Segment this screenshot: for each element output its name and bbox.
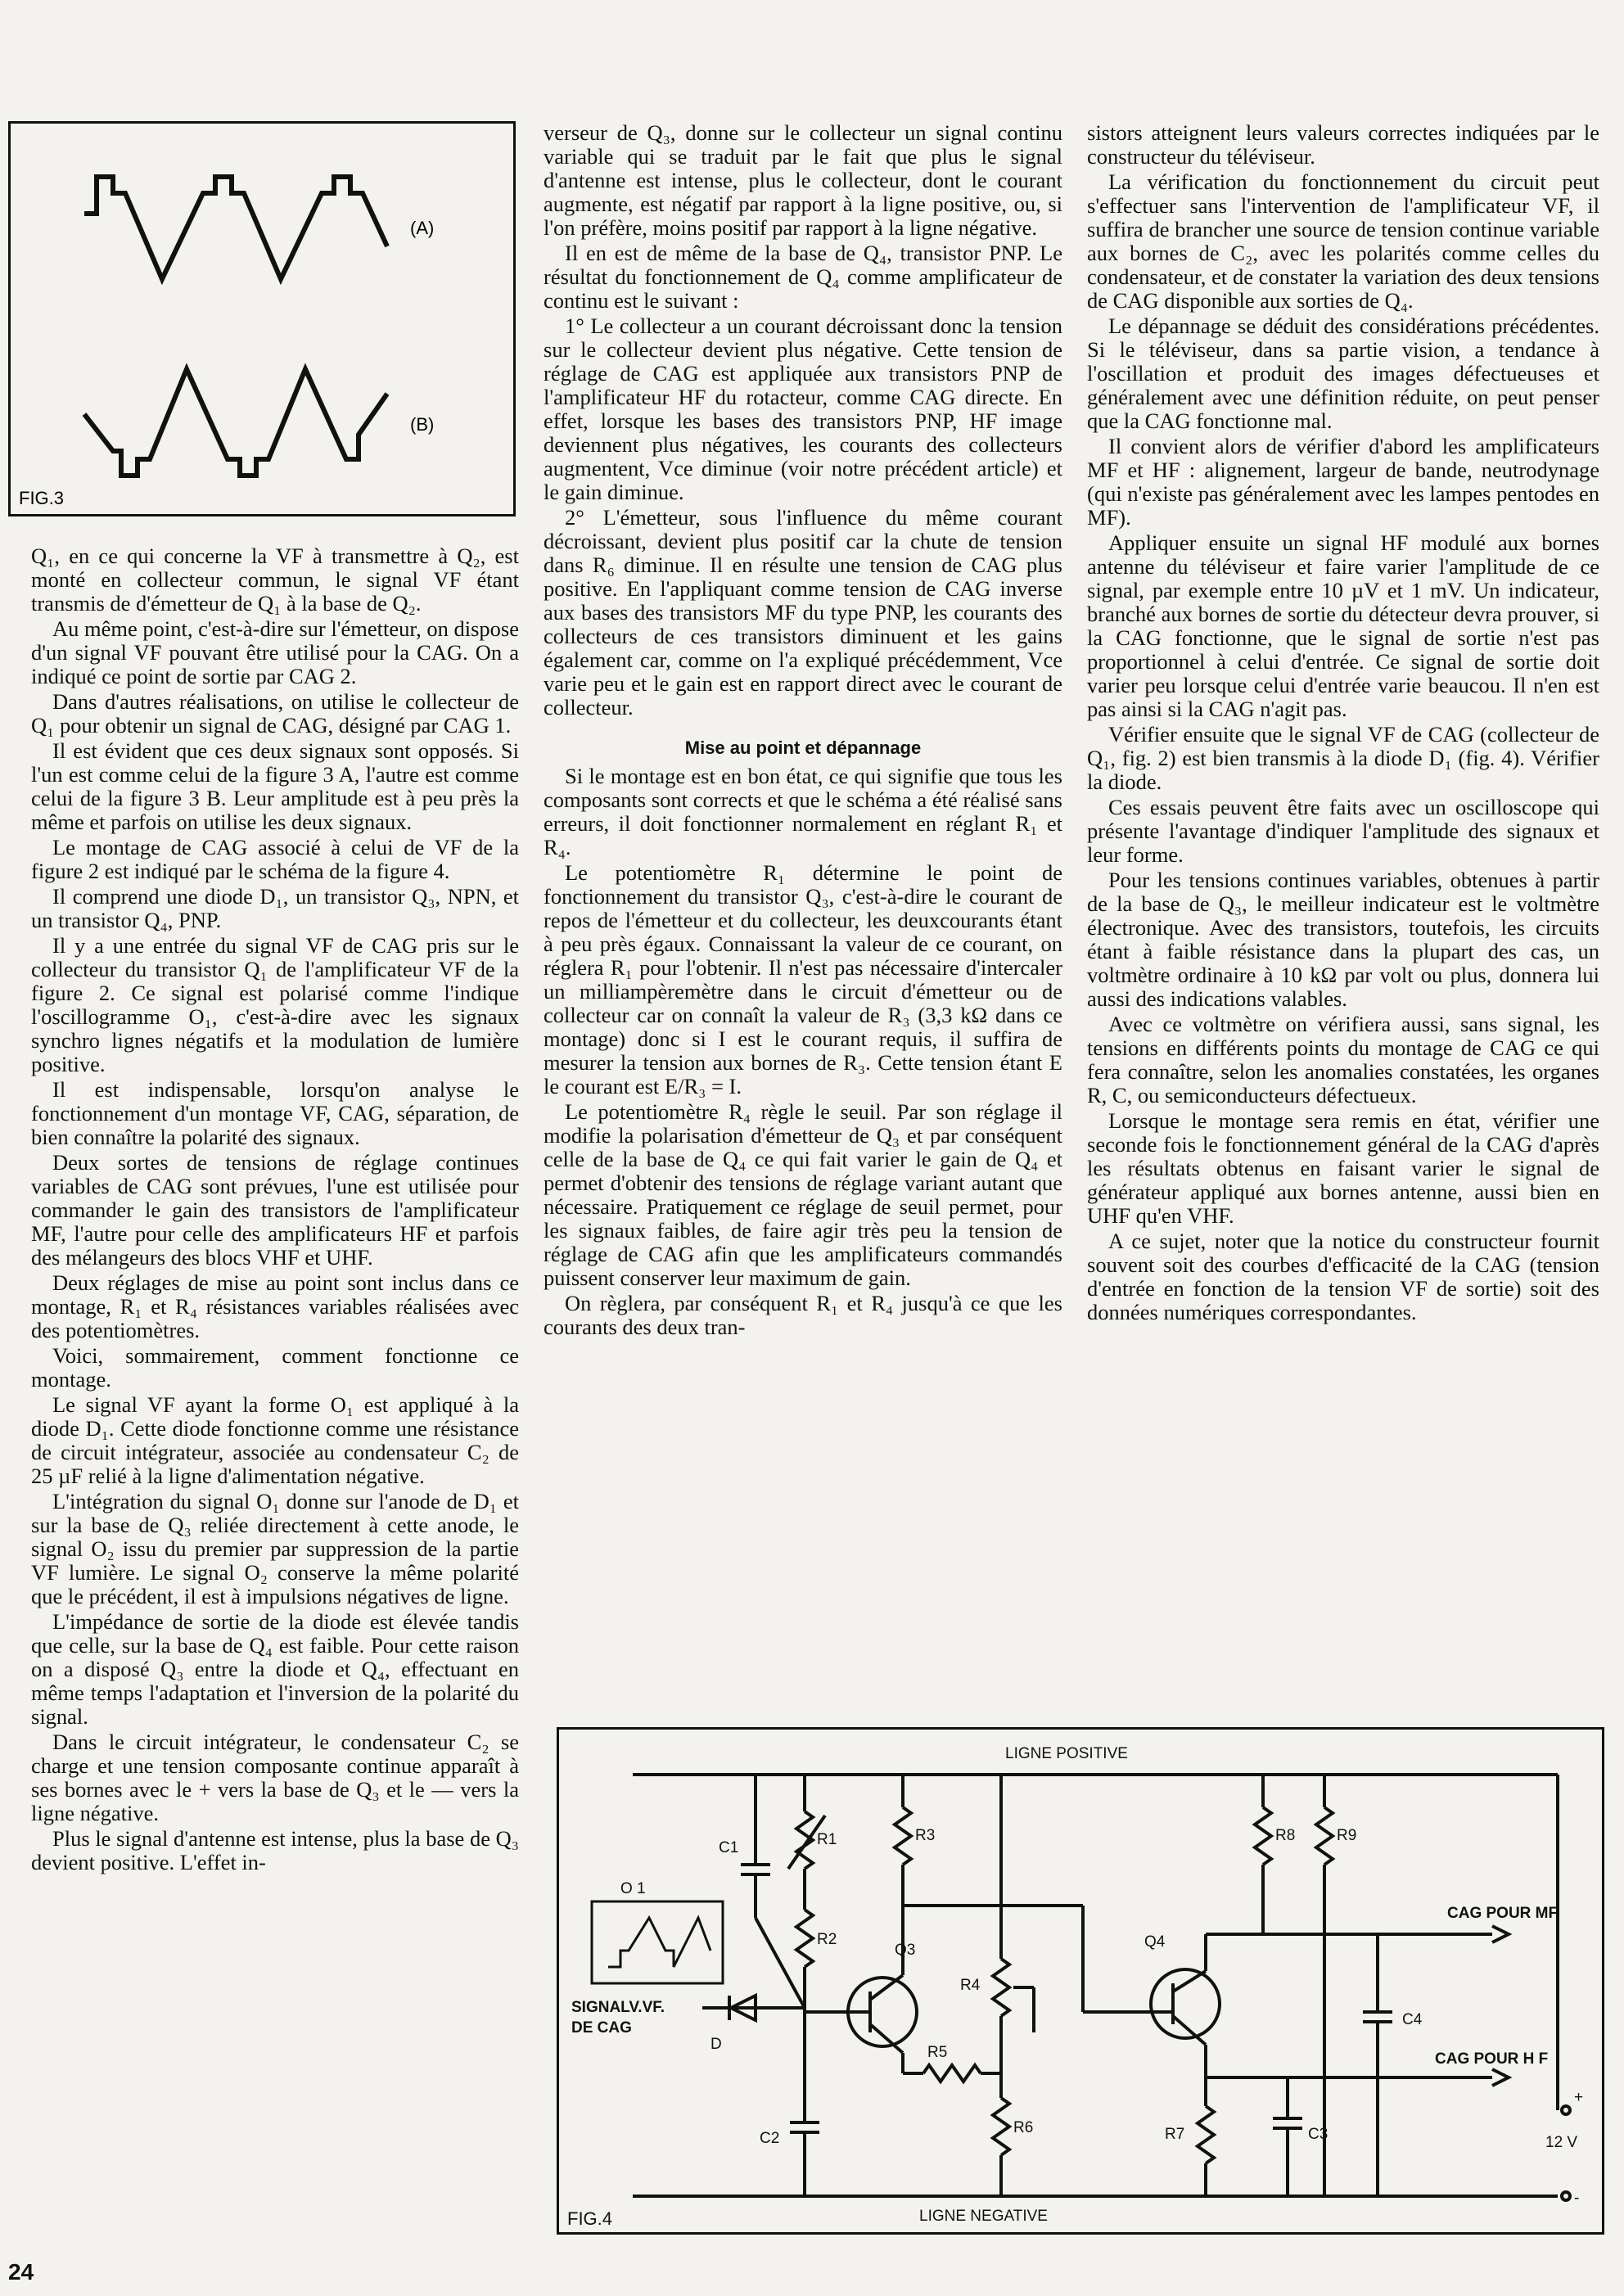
label-cag-mf: CAG POUR MF <box>1447 1905 1559 1922</box>
figure-4 <box>557 1727 1604 2235</box>
terminal-plus <box>1562 2106 1570 2114</box>
label-r2: R2 <box>817 1931 837 1948</box>
figure-4-label: FIG.4 <box>567 2208 613 2229</box>
paragraph: Il y a une entrée du signal VF de CAG pris sur le collecteur du transistor Q₁ de l'amplificateur VF de la figure 2. Ce signal est polarisé comme l'indique l'oscillogramme O₁, c'est-à-dire avec les signaux synchro lignes négatifs et la modulation de lumière positive. <box>31 933 519 1076</box>
label-ligne-negative: LIGNE NEGATIVE <box>919 2208 1048 2225</box>
paragraph: Ces essais peuvent être faits avec un oscilloscope qui présente l'avantage d'indiquer l'amplitude des signaux et leur forme. <box>1087 795 1599 867</box>
r4-resistor <box>993 1959 1009 2016</box>
paragraph: Pour les tensions continues variables, obtenues à partir de la base de Q₃, le meilleur indicateur est le voltmètre électronique. Avec des transistors, toutefois, les circuits étant à faible résistance dans la plupart des cas, un voltmètre ordinaire à 10 kΩ par volt ou plus, donnera lui aussi des indications valables. <box>1087 868 1599 1011</box>
r1-resistor <box>796 1811 813 1869</box>
page-number: 24 <box>8 2259 34 2285</box>
text-column-1 <box>31 544 519 1876</box>
paragraph: L'impédance de sortie de la diode est élevée tandis que celle, sur la base de Q₄ est faible. Pour cette raison on a disposé Q₃ entre la diode et Q₄, effectuant en même temps l'adaptation et l'inversion de la polarité du signal. <box>31 1609 519 1729</box>
paragraph: Il est évident que ces deux signaux sont opposés. Si l'un est comme celui de la figure 3 A, l'autre est comme celui de la figure 3 B. Leur amplitude est à peu près la même et parfois on utilise les deux signaux. <box>31 738 519 834</box>
paragraph: A ce sujet, noter que la notice du constructeur fournit souvent soit des courbes d'efficacité de la CAG (tension d'entrée en fonction de la tension VF de sortie) soit des données numériques correspondantes. <box>1087 1229 1599 1324</box>
paragraph: Dans d'autres réalisations, on utilise le collecteur de Q₁ pour obtenir un signal de CAG, désigné par CAG 1. <box>31 689 519 738</box>
oscillogram-o1-wave <box>608 1918 710 1967</box>
paragraph: Le dépannage se déduit des considérations précédentes. Si le téléviseur, dans sa partie vision, a tendance à l'oscillation et produit des images défectueuses et généralement avec une définition réduite, on peut penser que la CAG fonctionne mal. <box>1087 314 1599 433</box>
paragraph: Deux sortes de tensions de réglage continues variables de CAG sont prévues, l'une est utilisée pour commander le gain des transistors de l'amplificateur MF, l'autre pour celle des amplificateurs HF et parfois des mélangeurs des blocs VHF et UHF. <box>31 1150 519 1270</box>
paragraph: Il convient alors de vérifier d'abord les amplificateurs MF et HF : alignement, largeur de bande, neutrodynage (qui n'existe pas généralement avec les lampes pentodes en MF). <box>1087 434 1599 530</box>
label-q3: Q3 <box>895 1942 916 1959</box>
label-o1: O 1 <box>620 1880 646 1897</box>
q3-emitter <box>870 2024 903 2053</box>
label-12v: 12 V <box>1545 2134 1578 2151</box>
r8-resistor <box>1255 1807 1271 1865</box>
label-plus: + <box>1574 2089 1584 2106</box>
label-q4: Q4 <box>1144 1933 1166 1951</box>
paragraph: Il en est de même de la base de Q₄, transistor PNP. Le résultat du fonctionnement de Q₄ comme amplificateur de continu est le suivant : <box>544 241 1062 313</box>
waveform-a <box>84 177 387 279</box>
figure-3 <box>8 121 516 516</box>
r5-resistor <box>923 2065 981 2082</box>
label-ligne-positive: LIGNE POSITIVE <box>1005 1745 1128 1762</box>
label-c2: C2 <box>760 2130 780 2147</box>
text-column-2 <box>544 121 1062 1341</box>
label-cag-hf: CAG POUR H F <box>1435 2050 1549 2068</box>
oscillogram-o1-box <box>592 1901 723 1983</box>
r2-resistor <box>796 1910 813 1967</box>
terminal-minus <box>1562 2192 1570 2200</box>
label-c3: C3 <box>1308 2126 1329 2143</box>
paragraph: Au même point, c'est-à-dire sur l'émetteur, on dispose d'un signal VF pouvant être utilisé pour la CAG. On a indiqué ce point de sortie par CAG 2. <box>31 616 519 688</box>
label-c1: C1 <box>719 1839 739 1856</box>
label-r7: R7 <box>1165 2126 1185 2143</box>
label-b: (B) <box>410 414 435 435</box>
q4-collector <box>1173 1971 1206 1992</box>
label-signal-line1: SIGNALV.VF. <box>571 1999 665 2016</box>
paragraph: Le montage de CAG associé à celui de VF de la figure 2 est indiqué par le schéma de la figure 4. <box>31 835 519 883</box>
waveform-b <box>84 369 387 476</box>
label-r4: R4 <box>960 1977 981 1994</box>
c1-wire <box>756 1918 805 2008</box>
label-r5: R5 <box>927 2044 948 2061</box>
r7-resistor <box>1198 2106 1214 2163</box>
r6-resistor <box>993 2098 1009 2155</box>
q4-emitter <box>1173 2016 1206 2045</box>
paragraph: Plus le signal d'antenne est intense, plus la base de Q₃ devient positive. L'effet in- <box>31 1826 519 1874</box>
label-a: (A) <box>410 218 435 238</box>
paragraph: La vérification du fonctionnement du circuit peut s'effectuer sans l'intervention de l'amplificateur VF, il suffira de brancher une source de tension continue variable aux bornes de C₂, avec les polarités comme celles du condensateur, et de constater la variation des deux tensions de CAG disponible aux sorties de Q₄. <box>1087 169 1599 313</box>
label-r3: R3 <box>915 1827 936 1844</box>
r3-resistor <box>895 1807 911 1865</box>
paragraph: Il comprend une diode D₁, un transistor Q₃, NPN, et un transistor Q₄, PNP. <box>31 884 519 932</box>
paragraph: 2° L'émetteur, sous l'influence du même courant décroissant, devient plus positif car la chute de tension dans R₆ diminue. Il en résulte une tension de CAG plus positive. En l'appliquant comme tension de CAG inverse aux bases des transistors MF du type PNP, les courants des collecteurs de ces transistors diminuent et les gains également car, comme on l'a expliqué précédemment, Vce varie peu et le gain est en rapport direct avec le courant de collecteur. <box>544 505 1062 719</box>
label-c4: C4 <box>1402 2011 1423 2028</box>
paragraph: On règlera, par conséquent R₁ et R₄ jusqu'à ce que les courants des deux tran- <box>544 1291 1062 1339</box>
label-r6: R6 <box>1013 2119 1034 2136</box>
paragraph: verseur de Q₃, donne sur le collecteur un signal continu variable qui se traduit par le fait que plus le signal d'antenne est intense, plus le collecteur, dont le courant augmente, est négatif par rapport à la ligne positive, ou, si l'on préfère, moins positif par rapport à la ligne négative. <box>544 120 1062 240</box>
r9-resistor <box>1316 1807 1333 1865</box>
label-r9: R9 <box>1337 1827 1357 1844</box>
figure-4-schematic <box>559 1730 1602 2232</box>
paragraph: Dans le circuit intégrateur, le condensateur C₂ se charge et une tension composante continue apparaît à ses bornes avec le + vers la base de Q₃ et le — vers la ligne négative. <box>31 1730 519 1825</box>
paragraph: Appliquer ensuite un signal HF modulé aux bornes antenne du téléviseur et faire varier l'amplitude de ce signal, par exemple entre 10 µV et 1 mV. Un indicateur, branché aux bornes de sortie du détecteur devra prouver, si la CAG fonctionne, que le signal de sortie n'est pas proportionnel à celui d'entrée. Ce signal de sortie doit varier peu lorsque celui d'entrée varie beaucou. Il n'en est pas ainsi si la CAG n'agit pas. <box>1087 530 1599 721</box>
paragraph: Lorsque le montage sera remis en état, vérifier une seconde fois le fonctionnement général de la CAG d'après les résultats obtenus en faisant varier le signal de générateur appliqué aux bornes antenne, aussi bien en UHF qu'en VHF. <box>1087 1108 1599 1228</box>
figure-3-waveforms <box>11 124 513 514</box>
paragraph: Vérifier ensuite que le signal VF de CAG (collecteur de Q₁, fig. 2) est bien transmis à la diode D₁ (fig. 4). Vérifier la diode. <box>1087 722 1599 794</box>
paragraph: Il est indispensable, lorsqu'on analyse le fonctionnement d'un montage VF, CAG, séparation, de bien connaître la polarité des signaux. <box>31 1077 519 1149</box>
paragraph: Q₁, en ce qui concerne la VF à transmettre à Q₂, est monté en collecteur commun, le signal VF étant transmis de d'émetteur de Q₁ à la base de Q₂. <box>31 544 519 616</box>
paragraph: Deux réglages de mise au point sont inclus dans ce montage, R₁ et R₄ résistances variables réalisées avec des potentiomètres. <box>31 1270 519 1342</box>
paragraph: Avec ce voltmètre on vérifiera aussi, sans signal, les tensions en différents points du montage de CAG ce qui fera connaître, selon les anomalies constatées, les organes R, C, ou semiconducteurs défectueux. <box>1087 1012 1599 1107</box>
cag-hf-arrow <box>1492 2069 1509 2086</box>
cag-mf-arrow <box>1492 1926 1509 1942</box>
label-r1: R1 <box>817 1831 837 1848</box>
paragraph: sistors atteignent leurs valeurs correctes indiquées par le constructeur du téléviseur. <box>1087 120 1599 169</box>
paragraph: L'intégration du signal O₁ donne sur l'anode de D₁ et sur la base de Q₃ reliée directement à cette anode, le signal O₂ issu du premier par suppression de la partie VF lumière. Le signal O₂ conserve la même polarité que le précédent, il est à impulsions négatives de ligne. <box>31 1489 519 1608</box>
paragraph: Le potentiomètre R₁ détermine le point de fonctionnement du transistor Q₃, c'est-à-dire le courant de repos de l'émetteur et du collecteur, les deuxcourants étant à peu près égaux. Connaissant la valeur de ce courant, on réglera R₁ pour l'obtenir. Il n'est pas nécessaire d'intercaler un milliampèremètre dans le circuit d'émetteur ou de collecteur car on connaît la valeur de R₃ (3,3 kΩ dans ce montage) donc si I est le courant requis, il suffira de mesurer la tension aux bornes de R₃. Cette tension étant E le courant est E/R₃ = I. <box>544 860 1062 1098</box>
paragraph: Si le montage est en bon état, ce qui signifie que tous les composants sont corrects et que le schéma a été réalisé sans erreurs, il doit fonctionner normalement en réglant R₁ et R₄. <box>544 764 1062 859</box>
figure-3-label: FIG.3 <box>19 488 65 508</box>
paragraph: Le signal VF ayant la forme O₁ est appliqué à la diode D₁. Cette diode fonctionne comme une résistance de circuit intégrateur, associée au condensateur C₂ de 25 µF relié à la ligne d'alimentation négative. <box>31 1392 519 1488</box>
label-d: D <box>710 2036 722 2053</box>
section-heading: Mise au point et dépannage <box>684 738 922 758</box>
label-minus: - <box>1574 2190 1580 2207</box>
paragraph: Voici, sommairement, comment fonctionne ce montage. <box>31 1343 519 1392</box>
paragraph: Le potentiomètre R₄ règle le seuil. Par son réglage il modifie la polarisation d'émetteur de Q₃ et par conséquent celle de la base de Q₄ ce qui fait varier le gain de Q₄ et permet d'obtenir des tensions de réglage variant autant que nécessaire. Pratiquement ce réglage de seuil permet, pour les signaux faibles, de faire agir très peu la tension de réglage de CAG afin que les amplificateurs commandés puissent conserver leur maximum de gain. <box>544 1099 1062 1290</box>
label-signal-line2: DE CAG <box>571 2019 632 2037</box>
text-column-3 <box>1087 121 1599 1326</box>
paragraph: 1° Le collecteur a un courant décroissant donc la tension sur le collecteur devient plus négative. Cette tension de réglage de CAG est appliquée aux transistors PNP de l'amplificateur HF du rotacteur, comme CAG directe. En effet, lorsque les bases des transistors PNP, HF image deviennent plus négatives, les courants des collecteurs augmentent, Vce diminue (voir notre précédent article) et le gain diminue. <box>544 314 1062 504</box>
label-r8: R8 <box>1275 1827 1296 1844</box>
